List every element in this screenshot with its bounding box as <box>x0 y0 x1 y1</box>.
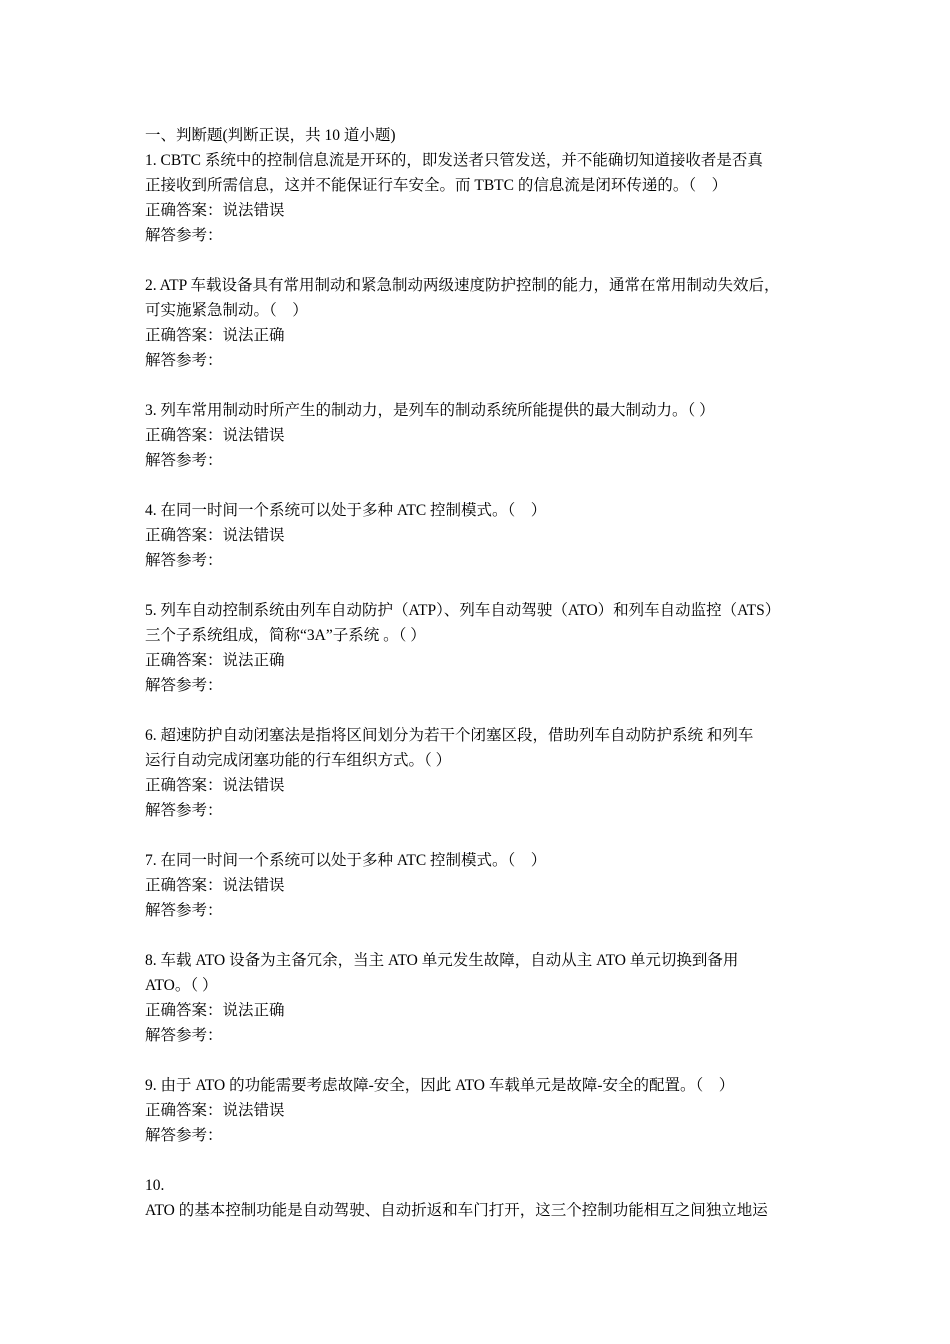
question-block <box>145 1173 817 1223</box>
answer-value: 说法错误 <box>222 777 285 794</box>
reference-label: 解答参考： <box>145 902 223 919</box>
question-block <box>145 498 817 598</box>
question-number: 10. <box>145 1177 165 1194</box>
reference-label: 解答参考： <box>145 552 223 569</box>
answer-value: 说法错误 <box>222 427 285 444</box>
question-text-line: 可实施紧急制动。（ ） <box>145 302 308 319</box>
question-block <box>145 398 817 498</box>
answer-line <box>145 1098 817 1123</box>
question-text-line: 1. CBTC 系统中的控制信息流是开环的，即发送者只管发送，并不能确切知道接收者是否真 <box>145 152 763 169</box>
question-text-line: 3. 列车常用制动时所产生的制动力，是列车的制动系统所能提供的最大制动力。（ ） <box>145 402 715 419</box>
question-block <box>145 148 817 273</box>
reference-label: 解答参考： <box>145 802 223 819</box>
answer-line <box>145 523 817 548</box>
reference-label: 解答参考： <box>145 677 223 694</box>
answer-line <box>145 198 817 223</box>
answer-value: 说法错误 <box>222 1102 285 1119</box>
question-text-line: 6. 超速防护自动闭塞法是指将区间划分为若干个闭塞区段，借助列车自动防护系统 和列车 <box>145 727 754 744</box>
answer-value: 说法错误 <box>222 527 285 544</box>
question-block <box>145 723 817 848</box>
answer-label: 正确答案： <box>145 327 223 344</box>
answer-label: 正确答案： <box>145 202 223 219</box>
answer-label: 正确答案： <box>145 427 223 444</box>
answer-value: 说法正确 <box>222 327 285 344</box>
answer-line <box>145 423 817 448</box>
answer-value: 说法错误 <box>222 202 285 219</box>
document-page <box>145 123 817 1223</box>
question-block <box>145 273 817 398</box>
answer-line <box>145 873 817 898</box>
question-block <box>145 848 817 948</box>
answer-line <box>145 773 817 798</box>
answer-line <box>145 998 817 1023</box>
question-text-line: 8. 车载 ATO 设备为主备冗余，当主 ATO 单元发生故障，自动从主 ATO 单元切换到备用 <box>145 952 739 969</box>
reference-label: 解答参考： <box>145 352 223 369</box>
answer-label: 正确答案： <box>145 652 223 669</box>
answer-value: 说法错误 <box>222 877 285 894</box>
reference-label: 解答参考： <box>145 1127 223 1144</box>
answer-line <box>145 648 817 673</box>
question-text-line: 运行自动完成闭塞功能的行车组织方式。（ ） <box>145 752 452 769</box>
answer-value: 说法正确 <box>222 652 285 669</box>
answer-line <box>145 323 817 348</box>
question-text-line: 2. ATP 车载设备具有常用制动和紧急制动两级速度防护控制的能力，通常在常用制动失效后， <box>145 277 780 294</box>
question-text-line: 三个子系统组成，简称“3A”子系统 。（ ） <box>145 627 426 644</box>
question-text-line: 7. 在同一时间一个系统可以处于多种 ATC 控制模式。（ ） <box>145 852 547 869</box>
question-text-line: ATO 的基本控制功能是自动驾驶、自动折返和车门打开，这三个控制功能相互之间独立地运 <box>145 1202 768 1219</box>
question-text-line: 9. 由于 ATO 的功能需要考虑故障-安全，因此 ATO 车载单元是故障-安全的配置。（ ） <box>145 1077 735 1094</box>
question-text-line: ATO。（ ） <box>145 977 218 994</box>
section-title: 一、判断题(判断正误，共 10 道小题) <box>145 127 396 144</box>
question-block <box>145 1073 817 1173</box>
reference-label: 解答参考： <box>145 452 223 469</box>
question-text-line: 4. 在同一时间一个系统可以处于多种 ATC 控制模式。（ ） <box>145 502 547 519</box>
answer-label: 正确答案： <box>145 1002 223 1019</box>
answer-label: 正确答案： <box>145 777 223 794</box>
question-block <box>145 948 817 1073</box>
reference-label: 解答参考： <box>145 227 223 244</box>
question-block <box>145 598 817 723</box>
answer-label: 正确答案： <box>145 527 223 544</box>
question-text-line: 5. 列车自动控制系统由列车自动防护（ATP）、列车自动驾驶（ATO）和列车自动监控（ATS） <box>145 602 781 619</box>
answer-label: 正确答案： <box>145 1102 223 1119</box>
answer-label: 正确答案： <box>145 877 223 894</box>
answer-value: 说法正确 <box>222 1002 285 1019</box>
reference-label: 解答参考： <box>145 1027 223 1044</box>
question-text-line: 正接收到所需信息，这并不能保证行车安全。而 TBTC 的信息流是闭环传递的。（ ） <box>145 177 728 194</box>
